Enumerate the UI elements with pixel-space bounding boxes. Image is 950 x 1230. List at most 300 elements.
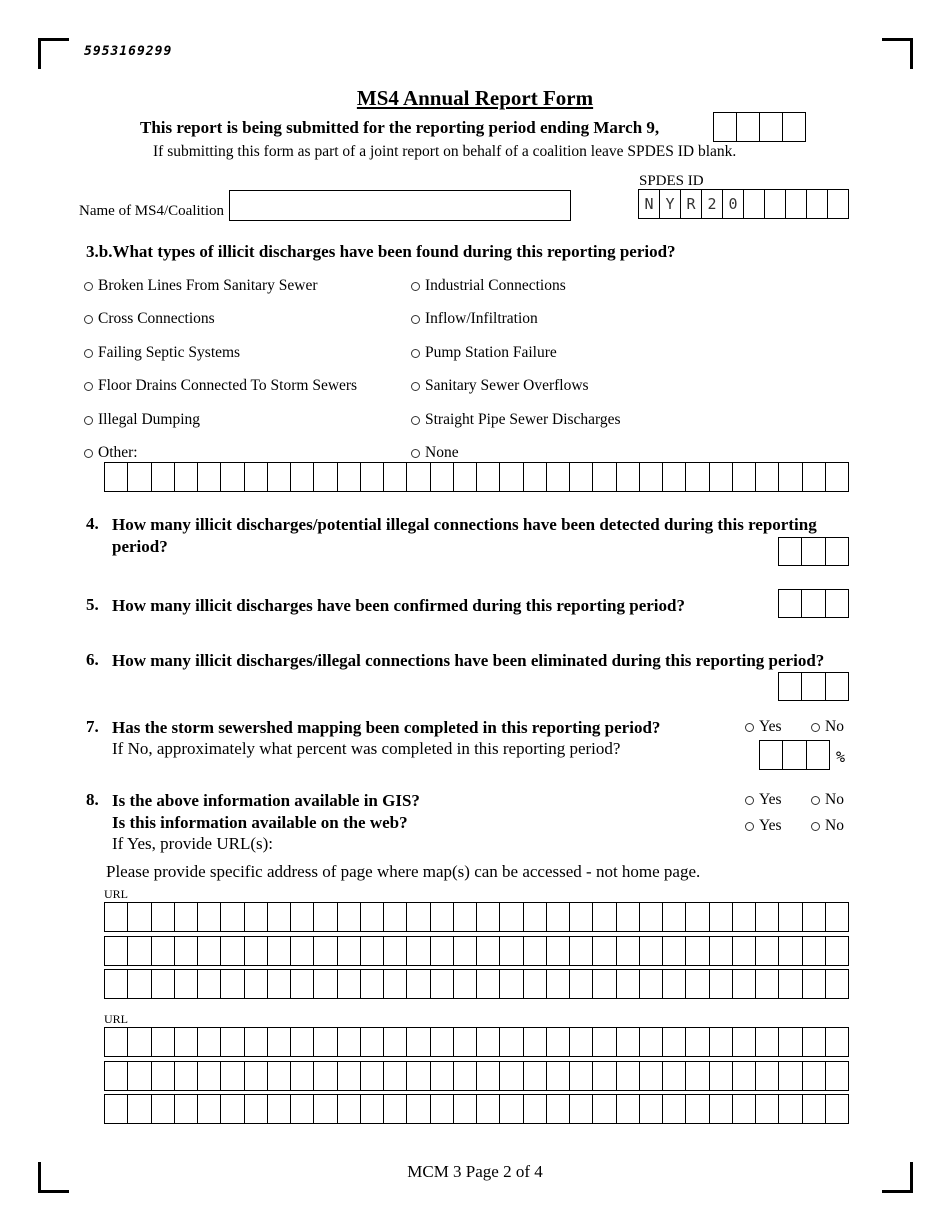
q8-web-no-option[interactable]: [811, 817, 844, 835]
q5-count-cells[interactable]: [778, 589, 849, 618]
entry-cell[interactable]: [384, 1061, 407, 1091]
spdes-id-cell[interactable]: [744, 189, 765, 219]
spdes-id-cell[interactable]: N: [639, 189, 660, 219]
entry-cell[interactable]: [500, 1027, 523, 1057]
entry-cell[interactable]: [617, 936, 640, 966]
entry-cell[interactable]: [826, 462, 849, 492]
entry-cell[interactable]: [384, 1094, 407, 1124]
entry-cell[interactable]: [361, 969, 384, 999]
entry-cell[interactable]: [593, 462, 616, 492]
entry-cell[interactable]: [384, 902, 407, 932]
entry-cell[interactable]: [500, 902, 523, 932]
entry-cell[interactable]: [175, 1061, 198, 1091]
page-title: [0, 86, 950, 111]
entry-cell[interactable]: [617, 902, 640, 932]
entry-cell[interactable]: [105, 936, 128, 966]
spdes-id-cells[interactable]: [638, 189, 849, 219]
entry-cell[interactable]: [663, 969, 686, 999]
spdes-id-cell[interactable]: [807, 189, 828, 219]
entry-cell[interactable]: [291, 1061, 314, 1091]
entry-cell[interactable]: [338, 1061, 361, 1091]
entry-cell[interactable]: [314, 462, 337, 492]
entry-cell[interactable]: [802, 589, 825, 618]
entry-cell[interactable]: [760, 112, 783, 142]
entry-cell[interactable]: [779, 902, 802, 932]
entry-cell[interactable]: [779, 1027, 802, 1057]
entry-cell[interactable]: [221, 936, 244, 966]
entry-cell[interactable]: [500, 462, 523, 492]
entry-cell[interactable]: [686, 969, 709, 999]
url-2-line-2-cells[interactable]: [104, 1061, 849, 1091]
entry-cell[interactable]: [314, 902, 337, 932]
entry-cell[interactable]: [477, 969, 500, 999]
entry-cell[interactable]: [640, 1061, 663, 1091]
option-industrial-connections[interactable]: [411, 277, 566, 295]
entry-cell[interactable]: [524, 1061, 547, 1091]
entry-cell[interactable]: [686, 1061, 709, 1091]
entry-cell[interactable]: [570, 1094, 593, 1124]
entry-cell[interactable]: [384, 462, 407, 492]
entry-cell[interactable]: [547, 1061, 570, 1091]
entry-cell[interactable]: [128, 1061, 151, 1091]
entry-cell[interactable]: [221, 1061, 244, 1091]
entry-cell[interactable]: [407, 1061, 430, 1091]
entry-cell[interactable]: [547, 1027, 570, 1057]
entry-cell[interactable]: [128, 902, 151, 932]
entry-cell[interactable]: [826, 589, 849, 618]
entry-cell[interactable]: [686, 462, 709, 492]
entry-cell[interactable]: [807, 740, 830, 770]
entry-cell[interactable]: [198, 462, 221, 492]
entry-cell[interactable]: [570, 462, 593, 492]
entry-cell[interactable]: [198, 1061, 221, 1091]
url-label-1: URL: [104, 887, 128, 901]
entry-cell[interactable]: [710, 1094, 733, 1124]
entry-cell[interactable]: [338, 902, 361, 932]
option-other[interactable]: [84, 444, 138, 462]
entry-cell[interactable]: [198, 1094, 221, 1124]
entry-cell[interactable]: [686, 936, 709, 966]
entry-cell[interactable]: [454, 1094, 477, 1124]
entry-cell[interactable]: [756, 902, 779, 932]
option-sanitary-sewer-overflows[interactable]: [411, 377, 589, 395]
option-straight-pipe[interactable]: [411, 411, 621, 429]
entry-cell[interactable]: [686, 1094, 709, 1124]
option-none[interactable]: [411, 444, 459, 462]
entry-cell[interactable]: [314, 1027, 337, 1057]
entry-cell[interactable]: [291, 969, 314, 999]
entry-cell[interactable]: [175, 1094, 198, 1124]
entry-cell[interactable]: [803, 969, 826, 999]
entry-cell[interactable]: [500, 1061, 523, 1091]
entry-cell[interactable]: [407, 1094, 430, 1124]
entry-cell[interactable]: [663, 1094, 686, 1124]
name-label: Name of MS4/Coalition: [79, 203, 224, 219]
entry-cell[interactable]: [663, 1027, 686, 1057]
url-1-line-3-cells[interactable]: [104, 969, 849, 999]
spdes-id-cell[interactable]: 2: [702, 189, 723, 219]
entry-cell[interactable]: [640, 462, 663, 492]
entry-cell[interactable]: [663, 462, 686, 492]
spdes-id-cell[interactable]: Y: [660, 189, 681, 219]
entry-cell[interactable]: [593, 1061, 616, 1091]
entry-cell[interactable]: [710, 969, 733, 999]
entry-cell[interactable]: [593, 1094, 616, 1124]
entry-cell[interactable]: [570, 1061, 593, 1091]
entry-cell[interactable]: [500, 1094, 523, 1124]
entry-cell[interactable]: [221, 1027, 244, 1057]
entry-cell[interactable]: [547, 1094, 570, 1124]
entry-cell[interactable]: [338, 936, 361, 966]
entry-cell[interactable]: [128, 969, 151, 999]
entry-cell[interactable]: [361, 1094, 384, 1124]
entry-cell[interactable]: [314, 1061, 337, 1091]
entry-cell[interactable]: [779, 1094, 802, 1124]
entry-cell[interactable]: [570, 1027, 593, 1057]
entry-cell[interactable]: [245, 902, 268, 932]
entry-cell[interactable]: [756, 462, 779, 492]
entry-cell[interactable]: [314, 936, 337, 966]
entry-cell[interactable]: [710, 936, 733, 966]
entry-cell[interactable]: [361, 462, 384, 492]
entry-cell[interactable]: [733, 462, 756, 492]
entry-cell[interactable]: [407, 902, 430, 932]
entry-cell[interactable]: [152, 902, 175, 932]
entry-cell[interactable]: [268, 1094, 291, 1124]
option-pump-station-failure[interactable]: [411, 344, 557, 362]
other-text-cells[interactable]: [104, 462, 849, 492]
spdes-id-label: SPDES ID: [639, 173, 704, 189]
entry-cell[interactable]: [826, 1094, 849, 1124]
entry-cell[interactable]: [826, 936, 849, 966]
entry-cell[interactable]: [268, 902, 291, 932]
entry-cell[interactable]: [105, 462, 128, 492]
entry-cell[interactable]: [221, 1094, 244, 1124]
q7-yes-option[interactable]: [745, 718, 782, 736]
entry-cell[interactable]: [384, 1027, 407, 1057]
entry-cell[interactable]: [128, 1027, 151, 1057]
entry-cell[interactable]: [477, 902, 500, 932]
entry-cell[interactable]: [803, 1061, 826, 1091]
yes-label: Yes: [759, 791, 782, 808]
entry-cell[interactable]: [384, 936, 407, 966]
entry-cell[interactable]: [617, 1027, 640, 1057]
entry-cell[interactable]: [314, 969, 337, 999]
entry-cell[interactable]: [802, 537, 825, 566]
entry-cell[interactable]: [407, 462, 430, 492]
entry-cell[interactable]: [803, 1027, 826, 1057]
spdes-id-cell[interactable]: R: [681, 189, 702, 219]
entry-cell[interactable]: [733, 936, 756, 966]
entry-cell[interactable]: [756, 1061, 779, 1091]
entry-cell[interactable]: [617, 1061, 640, 1091]
entry-cell[interactable]: [663, 902, 686, 932]
entry-cell[interactable]: [733, 1094, 756, 1124]
percent-sign: %: [836, 748, 846, 766]
entry-cell[interactable]: [756, 1094, 779, 1124]
entry-cell[interactable]: [779, 1061, 802, 1091]
entry-cell[interactable]: [431, 969, 454, 999]
entry-cell[interactable]: [756, 969, 779, 999]
entry-cell[interactable]: [454, 1061, 477, 1091]
entry-cell[interactable]: [733, 969, 756, 999]
entry-cell[interactable]: [570, 902, 593, 932]
spdes-id-cell[interactable]: 0: [723, 189, 744, 219]
entry-cell[interactable]: [733, 1027, 756, 1057]
entry-cell[interactable]: [617, 969, 640, 999]
entry-cell[interactable]: [524, 462, 547, 492]
entry-cell[interactable]: [477, 1027, 500, 1057]
entry-cell[interactable]: [524, 936, 547, 966]
entry-cell[interactable]: [547, 936, 570, 966]
entry-cell[interactable]: [361, 1027, 384, 1057]
entry-cell[interactable]: [500, 969, 523, 999]
entry-cell[interactable]: [431, 936, 454, 966]
entry-cell[interactable]: [407, 936, 430, 966]
entry-cell[interactable]: [826, 1061, 849, 1091]
reporting-period-text: This report is being submitted for the reporting period ending March 9,: [140, 118, 660, 137]
entry-cell[interactable]: [524, 969, 547, 999]
entry-cell[interactable]: [524, 1094, 547, 1124]
spdes-id-cell[interactable]: [765, 189, 786, 219]
entry-cell[interactable]: [245, 462, 268, 492]
entry-cell[interactable]: [826, 537, 849, 566]
entry-cell[interactable]: [737, 112, 760, 142]
option-floor-drains[interactable]: [84, 377, 357, 395]
entry-cell[interactable]: [640, 902, 663, 932]
entry-cell[interactable]: [477, 1061, 500, 1091]
q6-count-cells[interactable]: [778, 672, 849, 701]
url-1-line-1-cells[interactable]: [104, 902, 849, 932]
entry-cell[interactable]: [291, 1094, 314, 1124]
entry-cell[interactable]: [338, 462, 361, 492]
entry-cell[interactable]: [779, 969, 802, 999]
url-1-line-2-cells[interactable]: [104, 936, 849, 966]
q4-count-cells[interactable]: [778, 537, 849, 566]
entry-cell[interactable]: [524, 902, 547, 932]
entry-cell[interactable]: [431, 1094, 454, 1124]
entry-cell[interactable]: [291, 1027, 314, 1057]
radio-circle-icon: [811, 822, 820, 831]
entry-cell[interactable]: [407, 969, 430, 999]
entry-cell[interactable]: [570, 936, 593, 966]
entry-cell[interactable]: [198, 902, 221, 932]
entry-cell[interactable]: [733, 1061, 756, 1091]
entry-cell[interactable]: [431, 462, 454, 492]
entry-cell[interactable]: [710, 1061, 733, 1091]
entry-cell[interactable]: [640, 1094, 663, 1124]
entry-cell[interactable]: [760, 740, 783, 770]
entry-cell[interactable]: [384, 969, 407, 999]
entry-cell[interactable]: [105, 902, 128, 932]
radio-circle-icon: [745, 822, 754, 831]
entry-cell[interactable]: [802, 672, 825, 701]
entry-cell[interactable]: [826, 1027, 849, 1057]
entry-cell[interactable]: [710, 1027, 733, 1057]
entry-cell[interactable]: [268, 969, 291, 999]
entry-cell[interactable]: [221, 902, 244, 932]
entry-cell[interactable]: [245, 1027, 268, 1057]
option-label: Pump Station Failure: [425, 344, 557, 361]
entry-cell[interactable]: [152, 462, 175, 492]
entry-cell[interactable]: [714, 112, 737, 142]
entry-cell[interactable]: [454, 1027, 477, 1057]
q8-web-yes-option[interactable]: [745, 817, 782, 835]
entry-cell[interactable]: [198, 1027, 221, 1057]
entry-cell[interactable]: [710, 462, 733, 492]
entry-cell[interactable]: [454, 462, 477, 492]
entry-cell[interactable]: [245, 1094, 268, 1124]
entry-cell[interactable]: [826, 672, 849, 701]
q8-gis-yes-option[interactable]: [745, 791, 782, 809]
entry-cell[interactable]: [686, 902, 709, 932]
entry-cell[interactable]: [291, 902, 314, 932]
option-label: Illegal Dumping: [98, 411, 201, 428]
entry-cell[interactable]: [128, 936, 151, 966]
entry-cell[interactable]: [779, 936, 802, 966]
option-cross-connections[interactable]: [84, 310, 215, 328]
entry-cell[interactable]: [477, 462, 500, 492]
option-broken-lines[interactable]: [84, 277, 318, 295]
entry-cell[interactable]: [268, 462, 291, 492]
entry-cell[interactable]: [128, 462, 151, 492]
entry-cell[interactable]: [198, 936, 221, 966]
entry-cell[interactable]: [617, 1094, 640, 1124]
option-failing-septic[interactable]: [84, 344, 240, 362]
entry-cell[interactable]: [803, 936, 826, 966]
entry-cell[interactable]: [245, 936, 268, 966]
name-of-ms4-input[interactable]: [229, 190, 571, 221]
year-cells[interactable]: [713, 112, 806, 142]
option-illegal-dumping[interactable]: [84, 411, 200, 429]
entry-cell[interactable]: [431, 1061, 454, 1091]
entry-cell[interactable]: [221, 462, 244, 492]
entry-cell[interactable]: [105, 1027, 128, 1057]
entry-cell[interactable]: [826, 902, 849, 932]
q7-subtext: If No, approximately what percent was completed in this reporting period?: [112, 739, 621, 758]
entry-cell[interactable]: [826, 969, 849, 999]
entry-cell[interactable]: [756, 936, 779, 966]
entry-cell[interactable]: [454, 969, 477, 999]
q7-percent-cells[interactable]: [759, 740, 830, 770]
spdes-id-cell[interactable]: [786, 189, 807, 219]
entry-cell[interactable]: [152, 1061, 175, 1091]
entry-cell[interactable]: [779, 589, 802, 618]
entry-cell[interactable]: [431, 1027, 454, 1057]
radio-circle-icon: [84, 382, 93, 391]
entry-cell[interactable]: [268, 1027, 291, 1057]
entry-cell[interactable]: [640, 936, 663, 966]
q8-gis-no-option[interactable]: [811, 791, 844, 809]
entry-cell[interactable]: [593, 1027, 616, 1057]
entry-cell[interactable]: [710, 902, 733, 932]
entry-cell[interactable]: [686, 1027, 709, 1057]
radio-circle-icon: [411, 315, 420, 324]
q8-text-web: Is this information available on the web?: [112, 813, 408, 832]
entry-cell[interactable]: [105, 969, 128, 999]
entry-cell[interactable]: [338, 969, 361, 999]
option-inflow-infiltration[interactable]: [411, 310, 538, 328]
entry-cell[interactable]: [454, 902, 477, 932]
entry-cell[interactable]: [152, 1094, 175, 1124]
entry-cell[interactable]: [361, 902, 384, 932]
entry-cell[interactable]: [454, 936, 477, 966]
entry-cell[interactable]: [152, 1027, 175, 1057]
option-label: Floor Drains Connected To Storm Sewers: [98, 377, 358, 394]
entry-cell[interactable]: [477, 1094, 500, 1124]
entry-cell[interactable]: [268, 1061, 291, 1091]
entry-cell[interactable]: [268, 936, 291, 966]
entry-cell[interactable]: [407, 1027, 430, 1057]
entry-cell[interactable]: [617, 462, 640, 492]
entry-cell[interactable]: [663, 1061, 686, 1091]
entry-cell[interactable]: [245, 969, 268, 999]
entry-cell[interactable]: [570, 969, 593, 999]
entry-cell[interactable]: [175, 969, 198, 999]
url-2-line-3-cells[interactable]: [104, 1094, 849, 1124]
q7-no-option[interactable]: [811, 718, 844, 736]
radio-circle-icon: [411, 349, 420, 358]
entry-cell[interactable]: [175, 1027, 198, 1057]
entry-cell[interactable]: [338, 1027, 361, 1057]
entry-cell[interactable]: [779, 672, 802, 701]
entry-cell[interactable]: [547, 462, 570, 492]
entry-cell[interactable]: [524, 1027, 547, 1057]
entry-cell[interactable]: [175, 902, 198, 932]
entry-cell[interactable]: [175, 936, 198, 966]
entry-cell[interactable]: [593, 936, 616, 966]
entry-cell[interactable]: [803, 462, 826, 492]
option-label: Cross Connections: [98, 310, 215, 327]
entry-cell[interactable]: [640, 969, 663, 999]
entry-cell[interactable]: [733, 902, 756, 932]
entry-cell[interactable]: [783, 740, 806, 770]
entry-cell[interactable]: [314, 1094, 337, 1124]
entry-cell[interactable]: [779, 462, 802, 492]
entry-cell[interactable]: [105, 1061, 128, 1091]
entry-cell[interactable]: [779, 537, 802, 566]
entry-cell[interactable]: [361, 936, 384, 966]
entry-cell[interactable]: [640, 1027, 663, 1057]
entry-cell[interactable]: [338, 1094, 361, 1124]
entry-cell[interactable]: [105, 1094, 128, 1124]
entry-cell[interactable]: [291, 936, 314, 966]
url-2-line-1-cells[interactable]: [104, 1027, 849, 1057]
spdes-id-cell[interactable]: [828, 189, 849, 219]
entry-cell[interactable]: [593, 969, 616, 999]
entry-cell[interactable]: [803, 1094, 826, 1124]
entry-cell[interactable]: [361, 1061, 384, 1091]
entry-cell[interactable]: [477, 936, 500, 966]
entry-cell[interactable]: [175, 462, 198, 492]
entry-cell[interactable]: [547, 902, 570, 932]
entry-cell[interactable]: [783, 112, 806, 142]
entry-cell[interactable]: [663, 936, 686, 966]
entry-cell[interactable]: [152, 936, 175, 966]
entry-cell[interactable]: [500, 936, 523, 966]
entry-cell[interactable]: [803, 902, 826, 932]
entry-cell[interactable]: [593, 902, 616, 932]
entry-cell[interactable]: [431, 902, 454, 932]
entry-cell[interactable]: [221, 969, 244, 999]
entry-cell[interactable]: [547, 969, 570, 999]
entry-cell[interactable]: [756, 1027, 779, 1057]
entry-cell[interactable]: [291, 462, 314, 492]
entry-cell[interactable]: [245, 1061, 268, 1091]
entry-cell[interactable]: [198, 969, 221, 999]
entry-cell[interactable]: [152, 969, 175, 999]
entry-cell[interactable]: [128, 1094, 151, 1124]
